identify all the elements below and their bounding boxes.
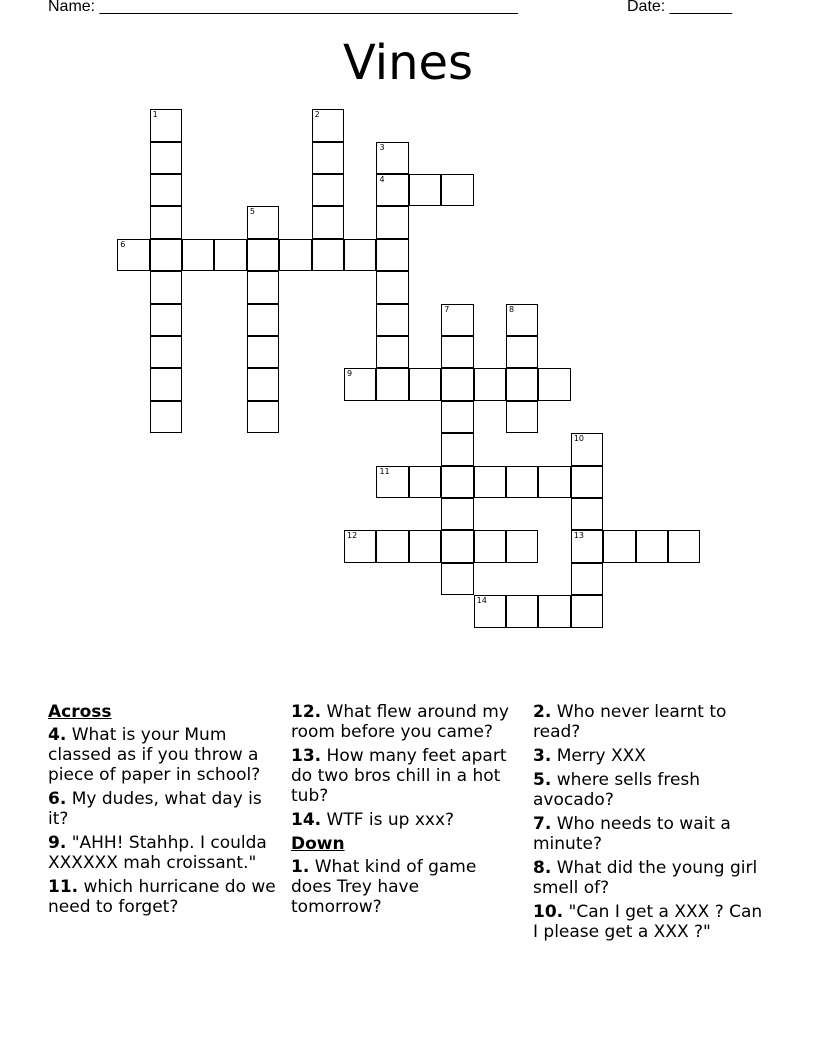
clue-column-3 bbox=[533, 702, 769, 946]
grid-cell[interactable] bbox=[247, 239, 279, 271]
clue-number: 8 bbox=[509, 304, 515, 314]
grid-cell[interactable] bbox=[117, 239, 149, 271]
grid-cell[interactable] bbox=[150, 206, 182, 238]
clue-down-7: 7. Who needs to wait a minute? bbox=[533, 814, 731, 854]
grid-cell[interactable] bbox=[247, 368, 279, 400]
clue-number: 9 bbox=[347, 369, 353, 379]
grid-cell[interactable] bbox=[603, 530, 635, 562]
grid-cell[interactable] bbox=[150, 401, 182, 433]
grid-cell[interactable] bbox=[279, 239, 311, 271]
grid-cell[interactable] bbox=[376, 530, 408, 562]
clue-number: 11 bbox=[379, 466, 390, 476]
grid-cell[interactable] bbox=[376, 304, 408, 336]
clue-number: 1 bbox=[152, 110, 158, 120]
grid-cell[interactable] bbox=[344, 530, 376, 562]
grid-cell[interactable] bbox=[376, 142, 408, 174]
clue-number: 5 bbox=[249, 207, 255, 217]
grid-cell[interactable] bbox=[538, 368, 570, 400]
clue-across-14: 14. WTF is up xxx? bbox=[291, 810, 455, 830]
clue-down-1: 1. What kind of game does Trey have tomorrow? bbox=[291, 857, 477, 917]
grid-cell[interactable] bbox=[409, 174, 441, 206]
grid-cell[interactable] bbox=[247, 304, 279, 336]
grid-cell[interactable] bbox=[376, 466, 408, 498]
clue-number: 2 bbox=[314, 110, 320, 120]
grid-cell[interactable] bbox=[344, 368, 376, 400]
grid-cell[interactable] bbox=[312, 239, 344, 271]
grid-cell[interactable] bbox=[441, 433, 473, 465]
clue-across-4: 4. What is your Mum classed as if you throw a piece of paper in school? bbox=[48, 725, 261, 785]
grid-cell[interactable] bbox=[376, 174, 408, 206]
grid-cell[interactable] bbox=[538, 466, 570, 498]
grid-cell[interactable] bbox=[538, 595, 570, 627]
clue-number: 13 bbox=[573, 531, 585, 541]
grid-cell[interactable] bbox=[376, 206, 408, 238]
grid-cell[interactable] bbox=[247, 206, 279, 238]
grid-cell[interactable] bbox=[571, 595, 603, 627]
clue-number: 6 bbox=[120, 239, 126, 249]
grid-cell[interactable] bbox=[571, 563, 603, 595]
grid-cell[interactable] bbox=[441, 563, 473, 595]
clue-column-1 bbox=[48, 702, 284, 921]
clue-across-9: 9. "AHH! Stahhp. I coulda XXXXXX mah croissant." bbox=[48, 833, 267, 873]
grid-cell[interactable] bbox=[506, 368, 538, 400]
grid-cell[interactable] bbox=[150, 336, 182, 368]
grid-cell[interactable] bbox=[668, 530, 700, 562]
grid-cell[interactable] bbox=[150, 368, 182, 400]
grid-cell[interactable] bbox=[441, 368, 473, 400]
grid-cell[interactable] bbox=[247, 336, 279, 368]
grid-cell[interactable] bbox=[506, 401, 538, 433]
grid-cell[interactable] bbox=[150, 271, 182, 303]
across-heading: Across bbox=[48, 702, 112, 722]
date-field[interactable]: Date: _______ bbox=[627, 0, 732, 15]
clue-number: 14 bbox=[476, 596, 487, 606]
grid-cell[interactable] bbox=[441, 304, 473, 336]
grid-cell[interactable] bbox=[506, 466, 538, 498]
grid-cell[interactable] bbox=[441, 174, 473, 206]
grid-cell[interactable] bbox=[474, 466, 506, 498]
grid-cell[interactable] bbox=[636, 530, 668, 562]
grid-cell[interactable] bbox=[441, 466, 473, 498]
grid-cell[interactable] bbox=[474, 530, 506, 562]
clue-down-2: 2. Who never learnt to read? bbox=[533, 702, 727, 742]
grid-cell[interactable] bbox=[474, 595, 506, 627]
clue-down-10: 10. "Can I get a XXX ? Can I please get a XXX ?" bbox=[533, 902, 763, 942]
grid-cell[interactable] bbox=[150, 304, 182, 336]
grid-cell[interactable] bbox=[376, 368, 408, 400]
grid-cell[interactable] bbox=[506, 530, 538, 562]
clue-across-6: 6. My dudes, what day is it? bbox=[48, 789, 262, 829]
grid-cell[interactable] bbox=[312, 142, 344, 174]
grid-cell[interactable] bbox=[150, 109, 182, 141]
grid-cell[interactable] bbox=[506, 304, 538, 336]
clue-column-2 bbox=[291, 702, 513, 921]
grid-cell[interactable] bbox=[506, 595, 538, 627]
clue-number: 7 bbox=[444, 304, 450, 314]
grid-cell[interactable] bbox=[247, 401, 279, 433]
grid-cell[interactable] bbox=[182, 239, 214, 271]
clue-number: 4 bbox=[379, 175, 385, 185]
grid-cell[interactable] bbox=[312, 109, 344, 141]
grid-cell[interactable] bbox=[441, 498, 473, 530]
clue-down-5: 5. where sells fresh avocado? bbox=[533, 770, 701, 810]
grid-cell[interactable] bbox=[214, 239, 246, 271]
grid-cell[interactable] bbox=[474, 368, 506, 400]
grid-cell[interactable] bbox=[571, 530, 603, 562]
grid-cell[interactable] bbox=[150, 142, 182, 174]
grid-cell[interactable] bbox=[571, 498, 603, 530]
clue-down-8: 8. What did the young girl smell of? bbox=[533, 858, 758, 898]
grid-cell[interactable] bbox=[441, 530, 473, 562]
puzzle-title: Vines bbox=[342, 35, 474, 91]
grid-cell[interactable] bbox=[506, 336, 538, 368]
grid-cell[interactable] bbox=[441, 401, 473, 433]
grid-cell[interactable] bbox=[441, 336, 473, 368]
grid-cell[interactable] bbox=[409, 368, 441, 400]
grid-cell[interactable] bbox=[571, 433, 603, 465]
clue-number: 12 bbox=[347, 531, 358, 541]
grid-cell[interactable] bbox=[409, 466, 441, 498]
clue-across-13: 13. How many feet apart do two bros chill in a hot tub? bbox=[291, 746, 507, 806]
clue-down-3: 3. Merry XXX bbox=[533, 746, 646, 766]
grid-cell[interactable] bbox=[376, 239, 408, 271]
name-field[interactable]: Name: _______________________________________________ bbox=[48, 0, 518, 15]
clue-number: 3 bbox=[379, 142, 385, 152]
grid-cell[interactable] bbox=[150, 239, 182, 271]
grid-cell[interactable] bbox=[376, 336, 408, 368]
grid-cell[interactable] bbox=[150, 174, 182, 206]
grid-cell[interactable] bbox=[409, 530, 441, 562]
clue-number: 10 bbox=[573, 434, 585, 444]
grid-cell[interactable] bbox=[312, 206, 344, 238]
grid-cell[interactable] bbox=[571, 466, 603, 498]
grid-cell[interactable] bbox=[344, 239, 376, 271]
grid-cell[interactable] bbox=[376, 271, 408, 303]
clue-across-11: 11. which hurricane do we need to forget? bbox=[48, 877, 276, 917]
grid-cell[interactable] bbox=[312, 174, 344, 206]
down-heading: Down bbox=[291, 834, 345, 854]
grid-cell[interactable] bbox=[247, 271, 279, 303]
clue-across-12: 12. What flew around my room before you came? bbox=[291, 702, 509, 742]
